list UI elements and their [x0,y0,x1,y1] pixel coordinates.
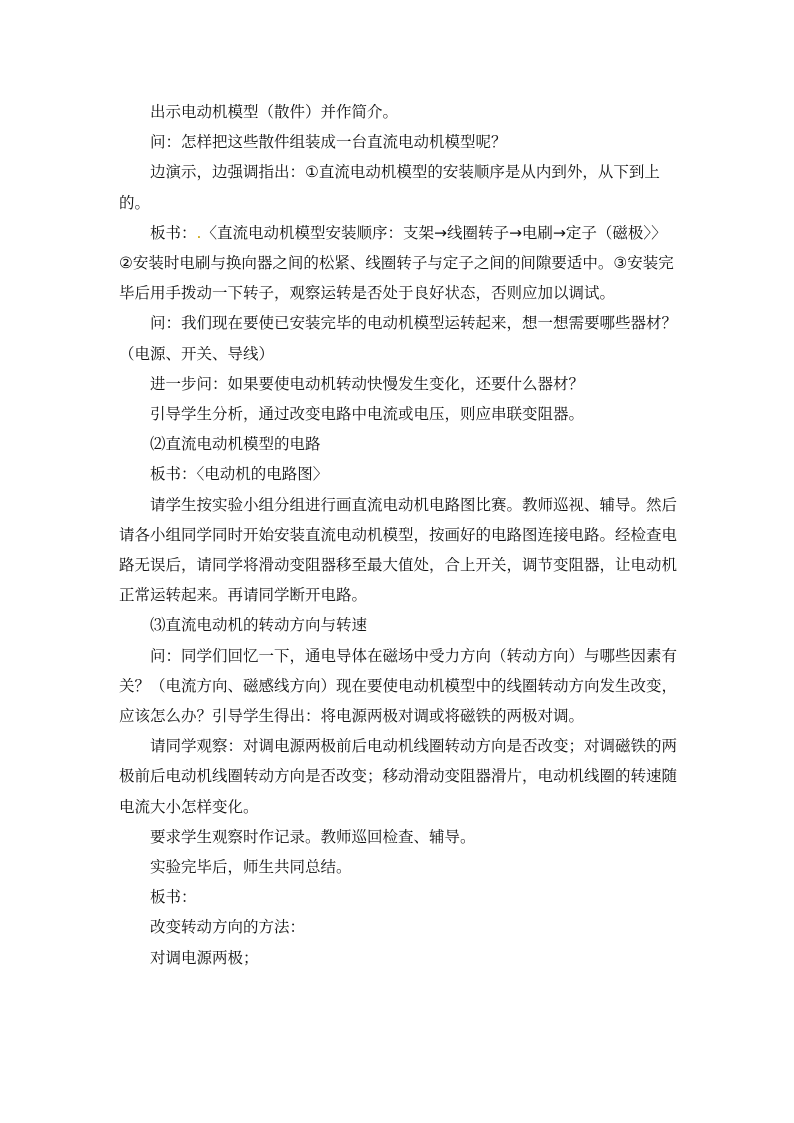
paragraph-record: 要求学生观察时作记录。教师巡回检查、辅导。 [150,827,476,846]
board-prefix: 板书： [150,223,197,242]
paragraph-drawing-contest: 请学生按实验小组分组进行画直流电动机电路图比赛。教师巡视、辅导。然后请各小组同学同时开始安装直流电动机模型，按画好的电路图连接电路。经检查电路无误后，请同学将滑动变阻器移至最大值处，合上开关，调节变阻器，让电动机正常运转起来。再请同学断开电路。 [119,495,678,605]
paragraph-guide-rheostat: 引导学生分析，通过改变电路中电流或电压，则应串联变阻器。 [150,405,585,424]
paragraph-show-model: 出示电动机模型（散件）并作简介。 [150,103,399,121]
paragraph-board-label: 板书： [150,888,197,907]
paragraph-summary: 实验完毕后，师生共同总结。 [150,858,352,877]
paragraph-change-direction: 改变转动方向的方法： [150,918,306,937]
paragraph-board-circuit: 板书：〈电动机的电路图〉 [150,465,329,484]
board-mark: . [196,223,202,242]
paragraph-swap-poles: 对调电源两极； [150,948,259,967]
paragraph-answer-equipment: （电源、开关、导线） [119,344,275,363]
document-body [119,97,679,973]
board-install-text: 〈直流电动机模型安装顺序：支架→线圈转子→电刷→定子（磁极〉〉②安装时电刷与换向器之间的松紧、线圈转子与定子之间的间隙要适中。③安装完毕后用手拨动一下转子，观察运转是否处于良好状态，否则应加以调试。 [119,223,674,303]
paragraph-board-install [119,218,679,309]
paragraph-question-direction: 问：同学们回忆一下，通电导体在磁场中受力方向（转动方向）与哪些因素有关？（电流方向、磁感线方向）现在要使电动机模型中的线圈转动方向发生改变，应该怎么办？引导学生得出：将电源两极对调或将磁铁的两极对调。 [119,646,678,726]
paragraph-observe: 请同学观察：对调电源两极前后电动机线圈转动方向是否改变；对调磁铁的两极前后电动机线圈转动方向是否改变；移动滑动变阻器滑片，电动机线圈的转速随电流大小怎样变化。 [119,737,678,816]
section-heading-direction: ⑶直流电动机的转动方向与转速 [150,616,368,635]
paragraph-question-equipment: 问：我们现在要使已安装完毕的电动机模型运转起来，想一想需要哪些器材？ [150,314,678,333]
paragraph-demo-order: 边演示，边强调指出：①直流电动机模型的安装顺序是从内到外，从下到上的。 [119,163,660,212]
paragraph-further-question: 进一步问：如果要使电动机转动快慢发生变化，还要什么器材？ [150,374,585,393]
paragraph-question-assemble: 问：怎样把这些散件组装成一台直流电动机模型呢？ [150,133,507,152]
section-heading-circuit: ⑵直流电动机模型的电路 [150,435,321,454]
